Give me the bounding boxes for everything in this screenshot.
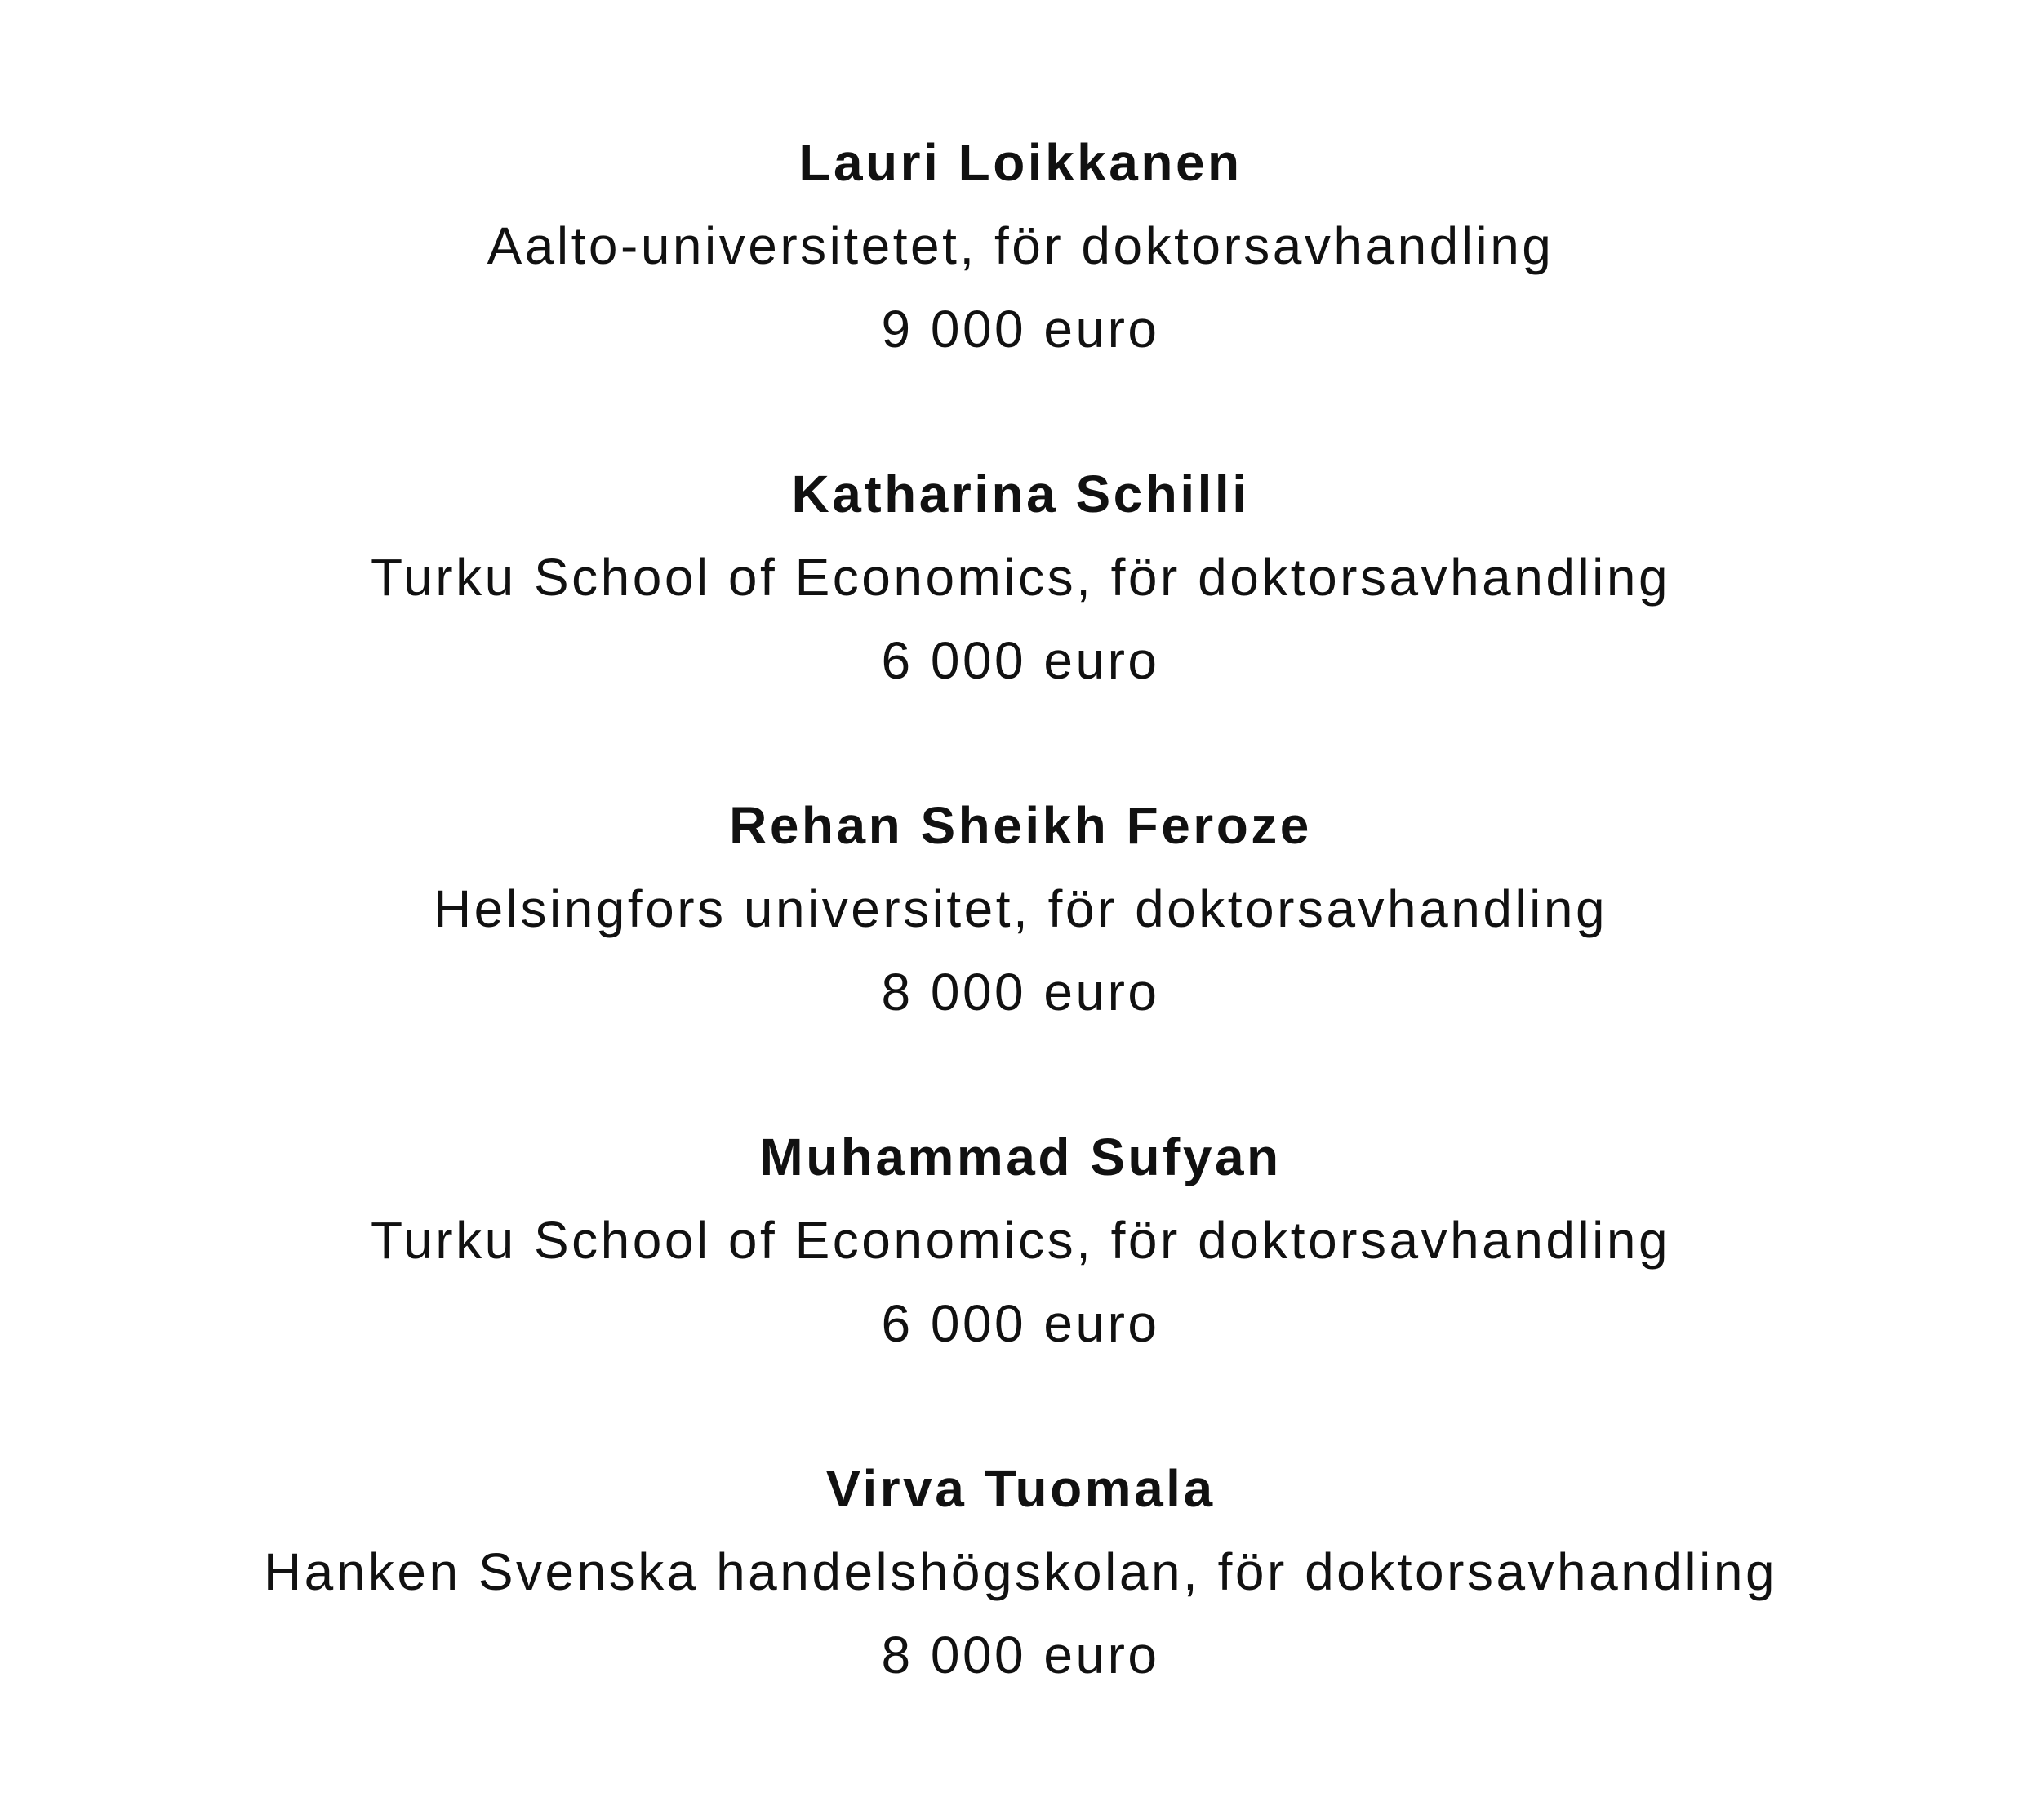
recipient-name: Katharina Schilli [791, 465, 1250, 523]
recipient-affiliation: Helsingfors universitet, för doktorsavhandling [433, 879, 1608, 938]
recipient-name: Rehan Sheikh Feroze [729, 796, 1312, 855]
recipient-entry [0, 121, 2041, 452]
recipient-entry [0, 452, 2041, 784]
recipient-name: Muhammad Sufyan [759, 1128, 1282, 1186]
recipient-affiliation: Turku School of Economics, för doktorsavhandling [370, 548, 1671, 607]
recipient-entry [0, 1447, 2041, 1778]
recipient-entry [0, 1115, 2041, 1447]
grant-amount: 9 000 euro [881, 300, 1160, 358]
recipient-name: Virva Tuomala [825, 1459, 1216, 1518]
grant-amount: 6 000 euro [881, 631, 1160, 690]
recipient-affiliation: Aalto-universitetet, för doktorsavhandling [487, 216, 1554, 275]
recipient-affiliation: Hanken Svenska handelshögskolan, för doktorsavhandling [263, 1542, 1778, 1601]
recipient-list [0, 121, 2041, 1778]
grant-amount: 8 000 euro [881, 1626, 1160, 1684]
grant-amount: 6 000 euro [881, 1294, 1160, 1353]
recipient-affiliation: Turku School of Economics, för doktorsavhandling [370, 1211, 1671, 1270]
recipient-entry [0, 784, 2041, 1115]
recipient-name: Lauri Loikkanen [798, 133, 1243, 192]
grant-amount: 8 000 euro [881, 963, 1160, 1021]
